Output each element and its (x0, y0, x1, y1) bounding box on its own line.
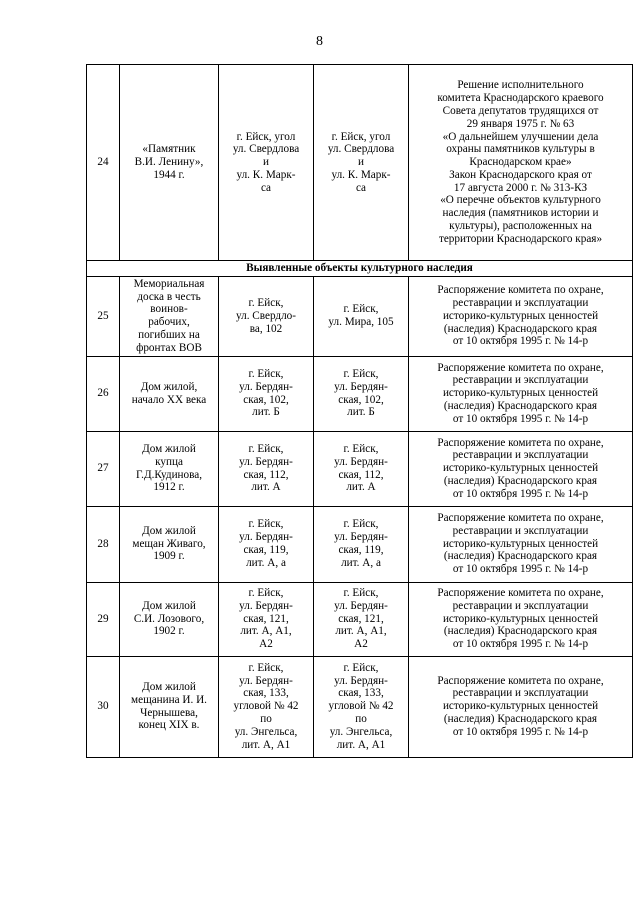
table-row (87, 356, 633, 431)
table-row (87, 506, 633, 582)
address-cell: г. Ейск, ул. Бердян- ская, 121, лит. А, А1, А2 (219, 582, 314, 656)
address-cell: г. Ейск, ул. Бердян- ская, 119, лит. А, а (219, 506, 314, 582)
address-current-cell: г. Ейск, ул. Бердян- ская, 133, угловой № 42 по ул. Энгельса, лит. А, А1 (314, 656, 409, 757)
row-number-cell: 29 (87, 582, 120, 656)
table-row (87, 582, 633, 656)
address-cell: г. Ейск, ул. Свердло- ва, 102 (219, 276, 314, 356)
section-heading-row (87, 261, 633, 277)
legal-document-cell: Распоряжение комитета по охране, реставрации и эксплуатации историко-культурных ценностей (наследия) Краснодарского края от 10 октября 1995 г. № 14-р (409, 276, 633, 356)
legal-document-cell: Распоряжение комитета по охране, реставрации и эксплуатации историко-культурных ценностей (наследия) Краснодарского края от 10 октября 1995 г. № 14-р (409, 656, 633, 757)
legal-document-cell: Распоряжение комитета по охране, реставрации и эксплуатации историко-культурных ценностей (наследия) Краснодарского края от 10 октября 1995 г. № 14-р (409, 431, 633, 506)
object-name-cell: Дом жилой мещанина И. И. Чернышева, конец XIX в. (120, 656, 219, 757)
object-name-cell: Дом жилой купца Г.Д.Кудинова, 1912 г. (120, 431, 219, 506)
address-cell: г. Ейск, ул. Бердян- ская, 133, угловой № 42 по ул. Энгельса, лит. А, А1 (219, 656, 314, 757)
table-row (87, 65, 633, 261)
address-current-cell: г. Ейск, ул. Бердян- ская, 119, лит. А, а (314, 506, 409, 582)
object-name-cell: Дом жилой, начало XX века (120, 356, 219, 431)
address-current-cell: г. Ейск, ул. Бердян- ская, 121, лит. А, А1, А2 (314, 582, 409, 656)
row-number-cell: 27 (87, 431, 120, 506)
address-cell: г. Ейск, ул. Бердян- ская, 102, лит. Б (219, 356, 314, 431)
row-number-cell: 28 (87, 506, 120, 582)
row-number-cell: 24 (87, 65, 120, 261)
address-cell: г. Ейск, угол ул. Свердлова и ул. К. Марк- са (219, 65, 314, 261)
address-current-cell: г. Ейск, ул. Мира, 105 (314, 276, 409, 356)
object-name-cell: Мемориальная доска в честь воинов- рабочих, погибших на фронтах ВОВ (120, 276, 219, 356)
object-name-cell: Дом жилой С.И. Лозового, 1902 г. (120, 582, 219, 656)
row-number-cell: 25 (87, 276, 120, 356)
legal-document-cell: Решение исполнительного комитета Краснодарского краевого Совета депутатов трудящихся от 29 января 1975 г. № 63 «О дальнейшем улучшении дела охраны памятников культуры в Краснодарском крае» Закон Краснодарского края от 17 августа 2000 г. № 313-КЗ «О перечне объектов культурного наследия (памятников истории и культуры), расположенных на территории Краснодарского края» (409, 65, 633, 261)
heritage-objects-table (86, 64, 633, 758)
object-name-cell: Дом жилой мещан Живаго, 1909 г. (120, 506, 219, 582)
legal-document-cell: Распоряжение комитета по охране, реставрации и эксплуатации историко-культурных ценностей (наследия) Краснодарского края от 10 октября 1995 г. № 14-р (409, 506, 633, 582)
legal-document-cell: Распоряжение комитета по охране, реставрации и эксплуатации историко-культурных ценностей (наследия) Краснодарского края от 10 октября 1995 г. № 14-р (409, 356, 633, 431)
table-row (87, 656, 633, 757)
object-name-cell: «Памятник В.И. Ленину», 1944 г. (120, 65, 219, 261)
row-number-cell: 30 (87, 656, 120, 757)
legal-document-cell: Распоряжение комитета по охране, реставрации и эксплуатации историко-культурных ценностей (наследия) Краснодарского края от 10 октября 1995 г. № 14-р (409, 582, 633, 656)
address-current-cell: г. Ейск, угол ул. Свердлова и ул. К. Марк- са (314, 65, 409, 261)
address-current-cell: г. Ейск, ул. Бердян- ская, 112, лит. А (314, 431, 409, 506)
section-heading: Выявленные объекты культурного наследия (87, 261, 633, 277)
table-row (87, 431, 633, 506)
address-current-cell: г. Ейск, ул. Бердян- ская, 102, лит. Б (314, 356, 409, 431)
table-row (87, 276, 633, 356)
address-cell: г. Ейск, ул. Бердян- ская, 112, лит. А (219, 431, 314, 506)
page-number: 8 (316, 34, 323, 49)
row-number-cell: 26 (87, 356, 120, 431)
